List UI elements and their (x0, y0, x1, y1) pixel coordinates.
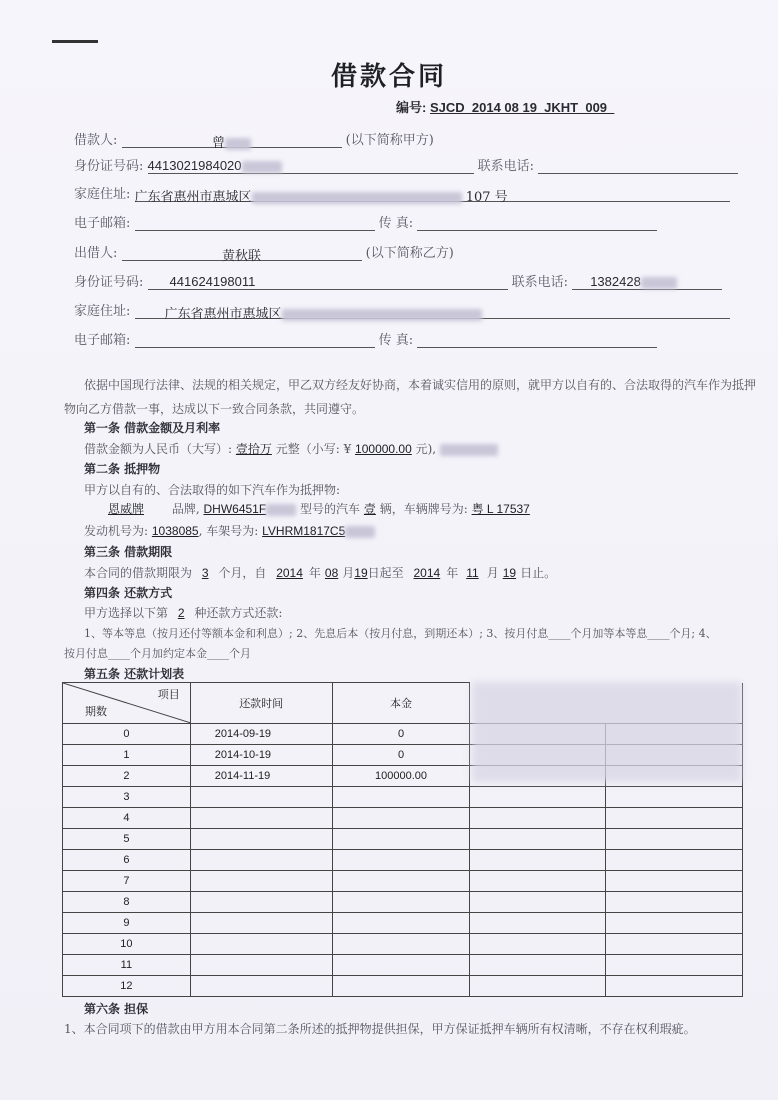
borrower-phone-field (538, 158, 738, 174)
table-row (63, 829, 743, 850)
article-6-text: 1、本合同项下的借款由甲方用本合同第二条所述的抵押物提供担保，甲方保证抵押车辆所有权清晰，不存在权利瑕疵。 (64, 1022, 696, 1036)
vehicle-plate: 粤 L 17537 (471, 502, 530, 516)
vehicle-line: 恩威牌 品牌, DHW6451F 型号的汽车 壹 辆，车辆牌号为: 粤 L 17537 (84, 500, 530, 517)
contract-number-label: 编号: (396, 100, 427, 115)
corner-top-label: 项目 (157, 689, 180, 701)
column-header-time: 还款时间 (190, 683, 332, 724)
cell-period: 7 (63, 871, 191, 892)
borrower-address-value: 广东省惠州市惠城区 (134, 190, 252, 205)
contract-number-value: SJCD_2014 08 19_JKHT_009_ (429, 100, 615, 115)
article-4-title: 第四条 还款方式 (84, 586, 173, 600)
table-row (63, 808, 743, 829)
cell-extra (470, 829, 606, 850)
cell-extra (606, 787, 743, 808)
borrower-phone-label: 联系电话: (477, 159, 535, 174)
article-2-title: 第二条 抵押物 (84, 462, 161, 476)
engine-number: 1038085 (151, 524, 199, 538)
article-1-title: 第一条 借款金额及月利率 (84, 421, 221, 435)
document-title: 借款合同 (330, 62, 447, 92)
cell-principal (332, 892, 470, 913)
table-row (63, 976, 743, 997)
cell-principal (332, 808, 470, 829)
engine-frame-line: 发动机号为: 1038085, 车架号为: LVHRM1817C5 (84, 522, 375, 539)
cell-extra (470, 850, 606, 871)
table-row (63, 871, 743, 892)
cell-principal: 0 (332, 724, 470, 745)
frame-number: LVHRM1817C5 (262, 524, 346, 538)
table-row (63, 892, 743, 913)
cell-period: 3 (63, 787, 191, 808)
redaction (641, 277, 677, 289)
cell-extra (470, 808, 606, 829)
cell-date (190, 871, 332, 892)
borrower-id-label: 身份证号码: (74, 159, 144, 174)
cell-extra (606, 976, 743, 997)
lender-id-value: 441624198011 (169, 274, 256, 289)
borrower-id-value: 4413021984020 (147, 158, 242, 173)
column-header-principal: 本金 (332, 683, 470, 724)
lender-address-label: 家庭住址: (74, 304, 131, 319)
cell-principal (332, 934, 470, 955)
table-row (63, 934, 743, 955)
borrower-address-label: 家庭住址: (74, 187, 131, 202)
lender-fax-label: 传 真: (378, 333, 414, 348)
article-4-options-2: 按月付息____个月加约定本金____个月 (64, 647, 251, 660)
cell-date (190, 787, 332, 808)
cell-extra (606, 955, 743, 976)
cell-principal (332, 787, 470, 808)
cell-period: 6 (63, 850, 191, 871)
redaction (472, 682, 742, 782)
borrower-label: 借款人: (74, 133, 118, 148)
borrower-address-tail: 107 号 (465, 190, 508, 205)
article-2-text: 甲方以自有的、合法取得的如下汽车作为抵押物: (84, 483, 341, 497)
cell-extra (470, 976, 606, 997)
cell-extra (470, 871, 606, 892)
corner-dash (52, 40, 98, 43)
cell-period: 11 (63, 955, 191, 976)
redaction (440, 444, 498, 456)
lender-id-label: 身份证号码: (74, 275, 144, 290)
cell-period: 9 (63, 913, 191, 934)
amount-number: 100000.00 (355, 442, 412, 456)
cell-extra (606, 934, 743, 955)
borrower-fax-label: 传 真: (378, 216, 414, 231)
cell-principal (332, 850, 470, 871)
redaction (345, 526, 375, 538)
cell-principal (332, 976, 470, 997)
lender-address-row (74, 300, 730, 322)
cell-extra (470, 913, 606, 934)
corner-cell (63, 683, 191, 724)
table-row (63, 955, 743, 976)
table-row (63, 850, 743, 871)
redaction (242, 161, 282, 173)
cell-period: 2 (63, 766, 191, 787)
cell-date (190, 808, 332, 829)
vehicle-quantity: 壹 (363, 502, 376, 516)
cell-date (190, 934, 332, 955)
cell-extra (606, 892, 743, 913)
borrower-email-row (74, 212, 657, 231)
redaction (225, 138, 251, 150)
redaction (252, 192, 462, 204)
article-5-title: 第五条 还款计划表 (84, 667, 185, 681)
borrower-name: 曾 (212, 136, 226, 151)
article-1-text: 借款金额为人民币（大写）: 壹拾万 元整（小写: ¥ 100000.00 元), (84, 440, 498, 457)
cell-date (190, 913, 332, 934)
article-6-title: 第六条 担保 (84, 1002, 149, 1016)
lender-fax-field (417, 332, 657, 348)
article-3-title: 第三条 借款期限 (84, 545, 173, 559)
cell-extra (606, 850, 743, 871)
cell-extra (606, 808, 743, 829)
article-4-text: 甲方选择以下第 2 种还款方式还款: (84, 606, 283, 620)
corner-bottom-label: 期数 (85, 706, 107, 718)
lender-address-value: 广东省惠州市惠城区 (164, 307, 282, 322)
cell-date (190, 850, 332, 871)
lender-label: 出借人: (74, 246, 118, 261)
cell-period: 1 (63, 745, 191, 766)
cell-extra (606, 829, 743, 850)
article-4-options-1: 1、等本等息（按月还付等额本金和利息）; 2、先息后本（按月付息，到期还本）; 3、按月付息____个月加等本等息____个月; 4、 (84, 627, 717, 640)
vehicle-model: DHW6451F (203, 502, 267, 516)
lender-phone-label: 联系电话: (511, 275, 569, 290)
cell-period: 5 (63, 829, 191, 850)
cell-extra (606, 871, 743, 892)
cell-principal (332, 955, 470, 976)
borrower-email-label: 电子邮箱: (74, 216, 131, 231)
cell-extra (470, 787, 606, 808)
redaction (282, 309, 482, 321)
lender-row (74, 242, 454, 264)
lender-email-field (135, 332, 375, 348)
cell-date (190, 976, 332, 997)
cell-extra (470, 955, 606, 976)
borrower-id-row (74, 155, 738, 174)
lender-name: 黄秋联 (222, 249, 262, 264)
cell-extra (606, 913, 743, 934)
cell-date: 2014-09-19 (190, 724, 332, 745)
lender-suffix: (以下简称乙方) (365, 246, 454, 261)
vehicle-brand: 恩威牌 (108, 502, 145, 516)
cell-date: 2014-11-19 (190, 766, 332, 787)
borrower-row (74, 129, 434, 151)
cell-date (190, 829, 332, 850)
amount-chinese: 壹拾万 (235, 442, 272, 456)
article-3-text: 本合同的借款期限为 3 个月，自 2014 年 08 月19日起至 2014 年 11 月 19 日止。 (84, 566, 557, 580)
cell-principal (332, 913, 470, 934)
borrower-address-row (74, 183, 730, 205)
redaction (266, 504, 296, 516)
cell-principal (332, 829, 470, 850)
cell-principal: 100000.00 (332, 766, 470, 787)
borrower-suffix: (以下简称甲方) (345, 133, 434, 148)
cell-date: 2014-10-19 (190, 745, 332, 766)
cell-principal: 0 (332, 745, 470, 766)
cell-period: 8 (63, 892, 191, 913)
borrower-email-field (135, 215, 375, 231)
lender-email-row (74, 329, 657, 348)
cell-period: 4 (63, 808, 191, 829)
intro-line-2: 物向乙方借款一事，达成以下一致合同条款，共同遵守。 (64, 402, 365, 416)
lender-phone-value: 1382428 (590, 274, 641, 289)
cell-period: 0 (63, 724, 191, 745)
cell-extra (470, 934, 606, 955)
table-row (63, 787, 743, 808)
cell-extra (470, 892, 606, 913)
lender-id-row (74, 271, 722, 290)
cell-date (190, 892, 332, 913)
borrower-fax-field (417, 215, 657, 231)
table-row (63, 913, 743, 934)
intro-line-1: 依据中国现行法律、法规的相关规定，甲乙双方经友好协商，本着诚实信用的原则，就甲方以自有的、合法取得的汽车作为抵押 (84, 378, 757, 392)
cell-date (190, 955, 332, 976)
cell-period: 10 (63, 934, 191, 955)
cell-principal (332, 871, 470, 892)
contract-number (396, 97, 614, 116)
cell-period: 12 (63, 976, 191, 997)
lender-email-label: 电子邮箱: (74, 333, 131, 348)
